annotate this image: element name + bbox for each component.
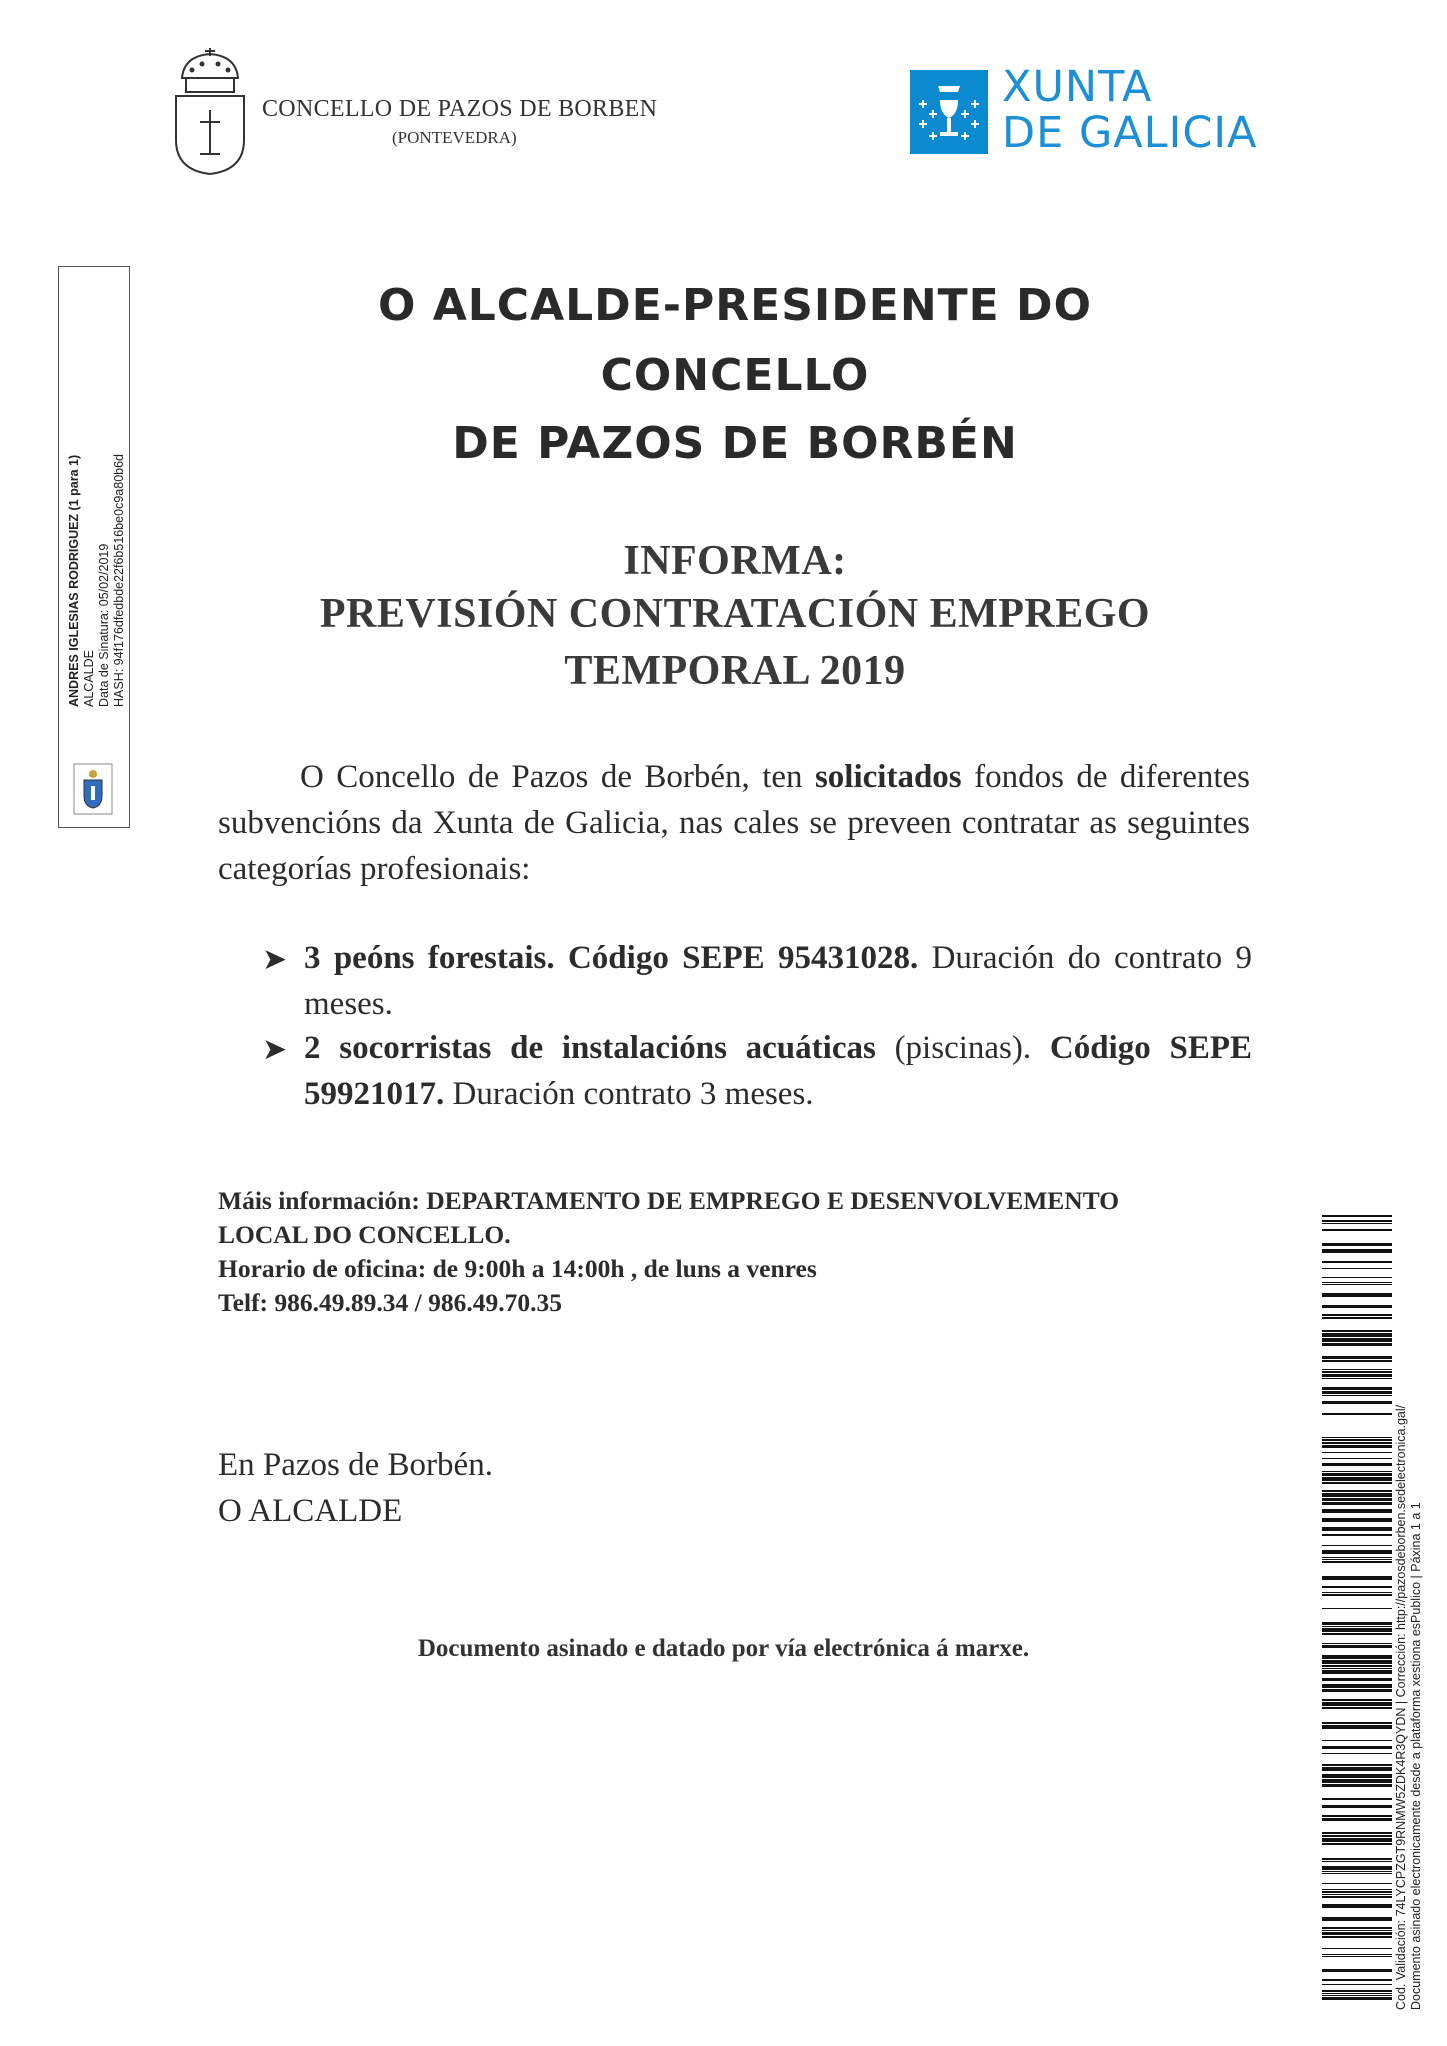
barcode-bar: [1322, 1990, 1392, 1992]
barcode-bar: [1322, 1954, 1392, 1955]
barcode-bar: [1322, 1818, 1392, 1821]
barcode-bar: [1322, 1452, 1392, 1453]
barcode-bar: [1322, 1395, 1392, 1396]
barcode-bar: [1322, 1229, 1392, 1231]
barcode-bar: [1322, 1493, 1392, 1497]
barcode-bar: [1322, 1767, 1392, 1771]
main-title-line-2: CONCELLO: [600, 350, 870, 401]
barcode-bar: [1322, 1586, 1392, 1588]
barcode-caption-line-1: Cod. Validación: 74LYCPZGT9RNMW5ZDK4R3QYDN | Corrección: http://pazosdeborben.sedelectronica.gal/: [1394, 1404, 1408, 2010]
closing-place: En Pazos de Borbén.: [218, 1447, 493, 1483]
barcode-bar: [1322, 1305, 1392, 1308]
xunta-line-2: DE GALICIA: [1002, 108, 1258, 158]
closing-signature: O ALCALDE: [218, 1493, 403, 1529]
barcode-bar: [1322, 1838, 1392, 1842]
main-title-line-1: O ALCALDE-PRESIDENTE DO: [377, 280, 1092, 331]
barcode-bar: [1322, 1956, 1392, 1957]
barcode-bar: [1322, 1678, 1392, 1681]
barcode-bar: [1322, 1843, 1392, 1845]
barcode-bar: [1322, 1628, 1392, 1632]
barcode-bar: [1322, 1498, 1392, 1501]
barcode-bar: [1322, 1779, 1392, 1783]
barcode-bar: [1322, 1458, 1392, 1459]
informa-heading: INFORMA:: [623, 538, 847, 584]
intro-text-1: O Concello de Pazos de Borbén, ten: [300, 759, 815, 795]
barcode-bar: [1322, 1948, 1392, 1949]
barcode-bar: [1322, 1490, 1392, 1492]
barcode-bar: [1322, 1815, 1392, 1817]
barcode-bar: [1322, 1330, 1392, 1332]
barcode-bar: [1322, 1832, 1392, 1834]
signature-signer: ANDRES IGLESIAS RODRIGUEZ (1 para 1): [67, 454, 81, 707]
barcode-bar: [1322, 1702, 1392, 1706]
barcode-bar: [1322, 1722, 1392, 1724]
barcode-bar: [1322, 1378, 1392, 1379]
barcode-bar: [1322, 1699, 1392, 1701]
barcode-bar: [1322, 1917, 1392, 1921]
barcode-bar: [1322, 1343, 1392, 1346]
subtitle-line-2: PREVISIÓN CONTRATACIÓN EMPREGO: [319, 591, 1151, 637]
arrow-bullet-icon: ➤: [262, 943, 288, 976]
signature-hash: HASH: 94f176dfedbde22f6b516be0c9a80b6d: [112, 454, 126, 707]
item-2-rest: Duración contrato 3 meses.: [444, 1076, 814, 1112]
barcode-bar: [1322, 1633, 1392, 1635]
barcode-bar: [1322, 1374, 1392, 1377]
barcode-caption-line-2: Documento asinado electronicamente desde a plataforma xestiona esPublico | Páxina 1 a 1: [1409, 1502, 1423, 2010]
info-line-1: Máis información: DEPARTAMENTO DE EMPREGO E DESENVOLVEMENTO: [218, 1186, 1120, 1215]
barcode-bar: [1322, 1835, 1392, 1837]
barcode-bar: [1322, 1317, 1392, 1319]
intro-text-2: fondos de diferentes subvencións da Xunta de Galicia, nas cales se preveen contratar as seguintes categorías profesionais:: [218, 759, 1251, 887]
signature-role: ALCALDE: [82, 650, 96, 707]
barcode-bar: [1322, 1545, 1392, 1546]
barcode-bar: [1322, 1873, 1392, 1874]
barcode-bar: [1322, 1223, 1392, 1224]
barcode-bar: [1322, 1969, 1392, 1972]
barcode-bar: [1322, 1668, 1392, 1669]
barcode-bar: [1322, 1894, 1392, 1895]
barcode-bar: [1322, 1670, 1392, 1674]
barcode-bar: [1322, 1725, 1392, 1729]
barcode-bar: [1322, 1993, 1392, 1994]
barcode-bar: [1322, 1643, 1392, 1644]
barcode-bar: [1322, 1665, 1392, 1667]
item-2-bold-2: Código SEPE 59921017.: [304, 1030, 1252, 1112]
xunta-line-1: XUNTA: [1002, 62, 1153, 112]
barcode-bar: [1322, 1482, 1392, 1484]
barcode-bar: [1322, 1626, 1392, 1627]
barcode-bar: [1322, 1866, 1392, 1870]
barcode-bar: [1322, 1707, 1392, 1709]
barcode-bar: [1322, 1660, 1392, 1664]
barcode-bar: [1322, 1592, 1392, 1593]
barcode-bar: [1322, 1282, 1392, 1283]
barcode-bar: [1322, 1740, 1392, 1741]
footer-note: Documento asinado e datado por vía electrónica á marxe.: [417, 1635, 1030, 1662]
barcode-bar: [1322, 1561, 1392, 1563]
barcode-bar: [1322, 1930, 1392, 1931]
item-1-rest: Duración do contrato 9 meses.: [304, 940, 1252, 1022]
barcode-bar: [1322, 1401, 1392, 1404]
barcode-bar: [1322, 1534, 1392, 1536]
item-1-bold: 3 peóns forestais. Código SEPE 95431028.: [304, 940, 919, 976]
barcode-bar: [1322, 1439, 1392, 1441]
barcode-bar: [1322, 1932, 1392, 1935]
signature-date: Data de Sinatura: 05/02/2019: [97, 543, 111, 707]
barcode-bar: [1322, 1689, 1392, 1692]
barcode-bar: [1322, 1883, 1392, 1884]
barcode-bar: [1322, 1413, 1392, 1415]
barcode-bar: [1322, 1871, 1392, 1872]
barcode-bar: [1322, 1249, 1392, 1253]
barcode-bar: [1322, 1518, 1392, 1522]
barcode-bar: [1322, 1927, 1392, 1929]
barcode-bar: [1322, 1984, 1392, 1985]
list-item-lifeguards: [262, 1025, 1252, 1117]
barcode-bar: [1322, 1896, 1392, 1898]
barcode-bar: [1322, 1445, 1392, 1448]
barcode-bar: [1322, 1442, 1392, 1444]
barcode-bar: [1322, 1904, 1392, 1908]
barcode-bar: [1322, 1936, 1392, 1938]
barcode-bar: [1322, 1889, 1392, 1890]
barcode-bar: [1322, 1261, 1392, 1263]
barcode-bar: [1322, 1338, 1392, 1342]
intro-paragraph: [218, 754, 1250, 892]
barcode-caption: [1394, 1220, 1424, 2010]
barcode-bar: [1322, 1746, 1392, 1749]
barcode-bar: [1322, 1502, 1392, 1505]
barcode-bar: [1322, 1356, 1392, 1359]
barcode-bar: [1322, 1243, 1392, 1246]
signature-seal-icon: [72, 762, 114, 816]
barcode-bar: [1322, 1215, 1392, 1217]
main-title-line-3: DE PAZOS DE BORBÉN: [452, 418, 1018, 469]
barcode-bar: [1322, 1557, 1392, 1558]
barcode-bar: [1322, 1684, 1392, 1688]
barcode-bar: [1322, 1277, 1392, 1278]
barcode-bar: [1322, 1997, 1392, 2000]
item-2-mid: (piscinas).: [875, 1030, 1050, 1066]
barcode-bar: [1322, 1509, 1392, 1513]
xunta-logo-text: [1002, 64, 1257, 156]
council-coat-of-arms-icon: [170, 48, 250, 178]
barcode-bar: [1322, 1805, 1392, 1808]
item-2-bold: 2 socorristas de instalacións acuáticas: [304, 1030, 876, 1066]
barcode-bar: [1322, 1550, 1392, 1554]
barcode-bar: [1322, 1559, 1392, 1560]
barcode-bar: [1322, 1861, 1392, 1862]
phone-numbers: Telf: 986.49.89.34 / 986.49.70.35: [218, 1288, 563, 1317]
barcode-bar: [1322, 1360, 1392, 1362]
info-line-2: LOCAL DO CONCELLO.: [218, 1220, 511, 1249]
barcode-bar: [1322, 1371, 1392, 1373]
barcode-bar: [1322, 1314, 1392, 1316]
council-province: (PONTEVEDRA): [392, 128, 517, 147]
validation-barcode-icon: [1322, 1215, 1392, 2005]
council-name: CONCELLO DE PAZOS DE BORBEN: [262, 96, 658, 122]
barcode-bar: [1322, 1293, 1392, 1297]
barcode-bar: [1322, 1622, 1392, 1625]
barcode-bar: [1322, 1594, 1392, 1596]
list-item-forestry: [262, 935, 1252, 1027]
barcode-bar: [1322, 1437, 1392, 1438]
intro-bold: solicitados: [814, 759, 962, 795]
barcode-bar: [1322, 1527, 1392, 1531]
barcode-bar: [1322, 1798, 1392, 1800]
barcode-bar: [1322, 1784, 1392, 1787]
barcode-bar: [1322, 1774, 1392, 1778]
barcode-bar: [1322, 1463, 1392, 1466]
barcode-bar: [1322, 1284, 1392, 1285]
barcode-bar: [1322, 1979, 1392, 1981]
barcode-bar: [1322, 1387, 1392, 1390]
barcode-bar: [1322, 1764, 1392, 1766]
subtitle-line-3: TEMPORAL 2019: [564, 648, 906, 694]
closing-block: [218, 1442, 493, 1534]
contact-info-block: [218, 1184, 1258, 1320]
arrow-bullet-icon: ➤: [262, 1033, 288, 1066]
barcode-bar: [1322, 1891, 1392, 1893]
xunta-emblem-icon: [910, 70, 988, 154]
barcode-bar: [1322, 1391, 1392, 1394]
barcode-bar: [1322, 1268, 1392, 1269]
barcode-bar: [1322, 1333, 1392, 1337]
barcode-bar: [1322, 1858, 1392, 1860]
barcode-bar: [1322, 1655, 1392, 1659]
barcode-bar: [1322, 1369, 1392, 1370]
barcode-bar: [1322, 1477, 1392, 1481]
barcode-bar: [1322, 1576, 1392, 1580]
office-hours: Horario de oficina: de 9:00h a 14:00h , de luns a venres: [218, 1254, 817, 1283]
barcode-bar: [1322, 1753, 1392, 1754]
barcode-bar: [1322, 1220, 1392, 1222]
barcode-bar: [1322, 1473, 1392, 1476]
barcode-bar: [1322, 1608, 1392, 1609]
barcode-bar: [1322, 1645, 1392, 1648]
barcode-bar: [1322, 1471, 1392, 1472]
barcode-bar: [1322, 1995, 1392, 1996]
